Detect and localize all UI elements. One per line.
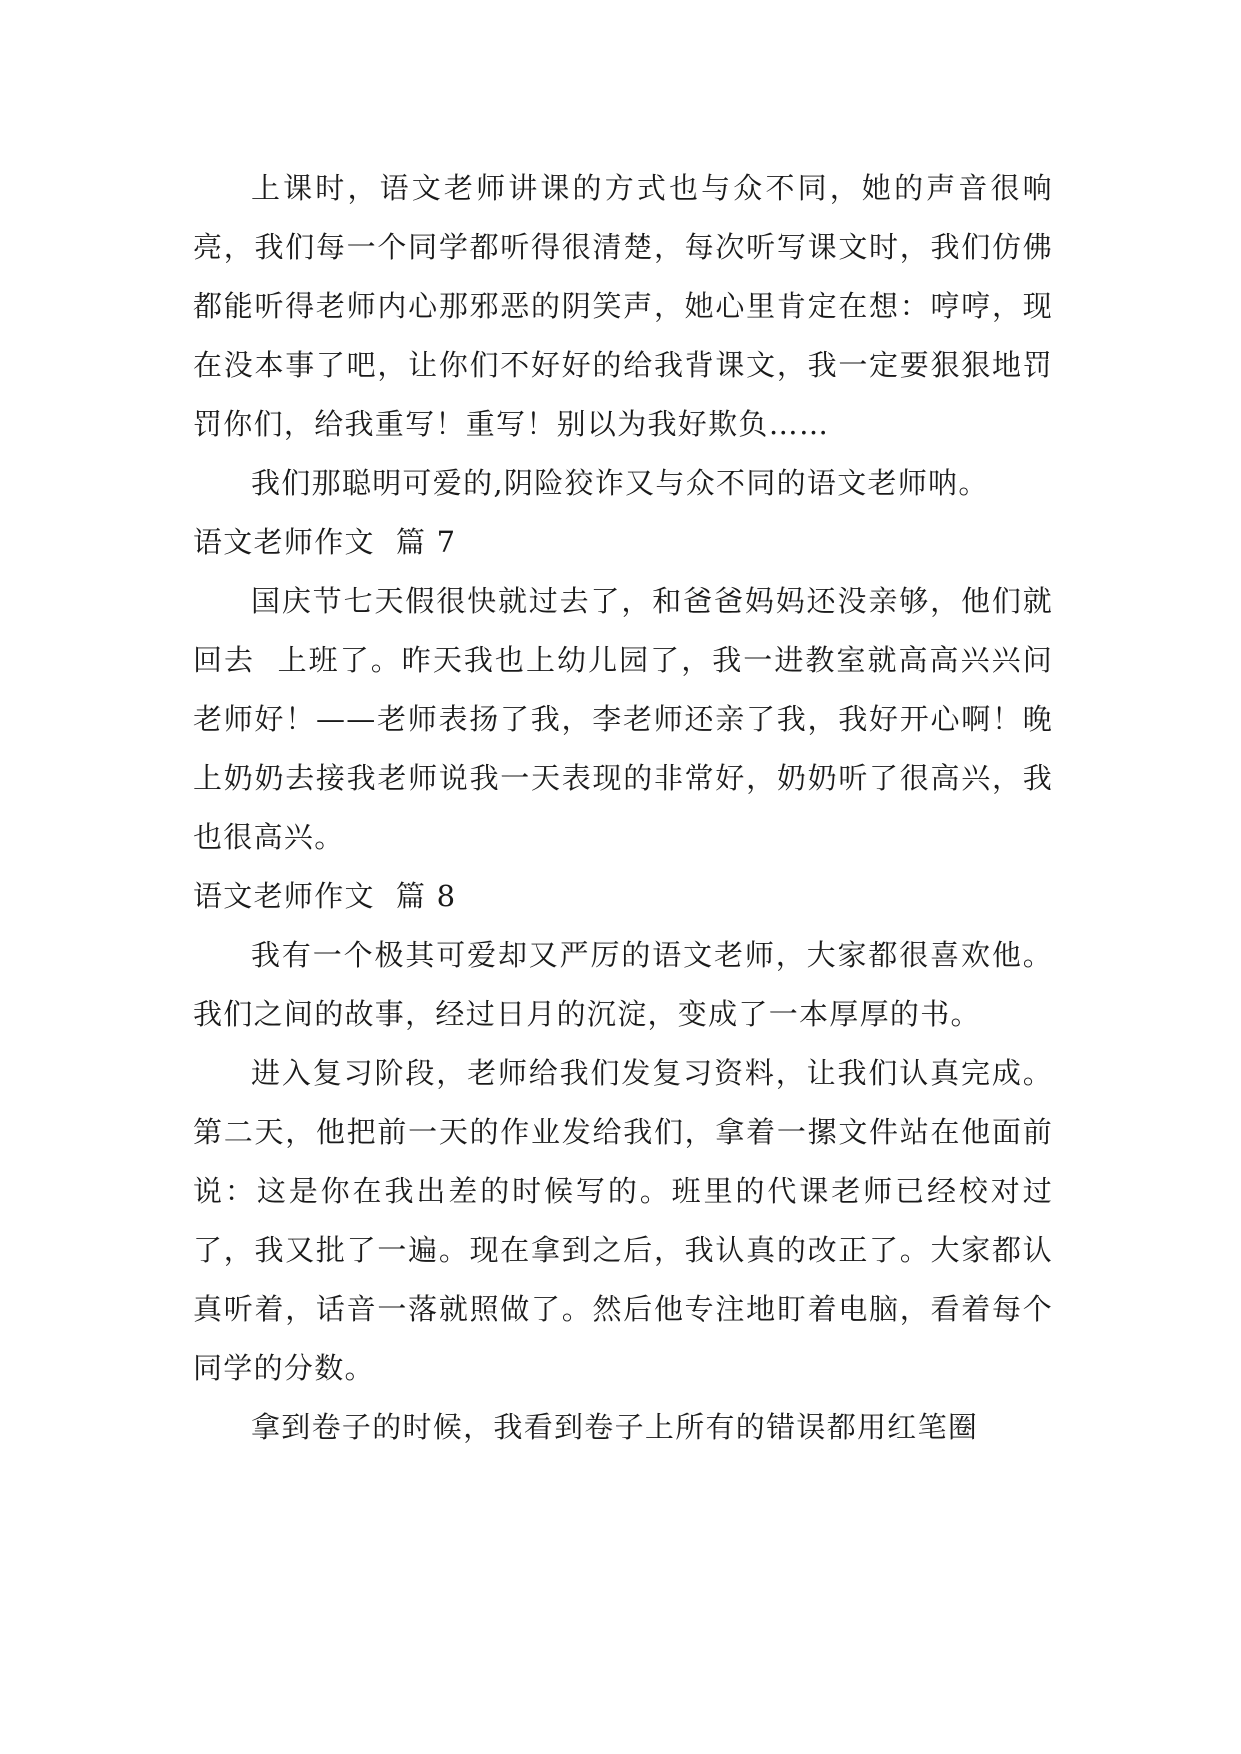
paragraph: 进入复习阶段，老师给我们发复习资料，让我们认真完成。第二天，他把前一天的作业发给我们，拿着一摞文件站在他面前说：这是你在我出差的时候写的。班里的代课老师已经校对过了，我又批了一遍。现在拿到之后，我认真的改正了。大家都认真听着，话音一落就照做了。然后他专注地盯着电脑，看着每个同学的分数。	[193, 1056, 1053, 1385]
section-heading: 语文老师作文 篇 8	[193, 879, 457, 913]
document-body	[193, 159, 1053, 1457]
paragraph: 我有一个极其可爱却又严厉的语文老师，大家都很喜欢他。我们之间的故事，经过日月的沉淀，变成了一本厚厚的书。	[193, 938, 1053, 1031]
section-heading: 语文老师作文 篇 7	[193, 525, 457, 559]
paragraph: 我们那聪明可爱的,阴险狡诈又与众不同的语文老师呐。	[251, 466, 989, 500]
paragraph: 上课时，语文老师讲课的方式也与众不同，她的声音很响亮，我们每一个同学都听得很清楚，每次听写课文时，我们仿佛都能听得老师内心那邪恶的阴笑声，她心里肯定在想：哼哼，现在没本事了吧，让你们不好好的给我背课文，我一定要狠狠地罚罚你们，给我重写！重写！别以为我好欺负……	[193, 171, 1053, 441]
paragraph: 国庆节七天假很快就过去了，和爸爸妈妈还没亲够，他们就回去 上班了。昨天我也上幼儿园了，我一进教室就高高兴兴问老师好！——老师表扬了我，李老师还亲了我，我好开心啊！晚上奶奶去接我老师说我一天表现的非常好，奶奶听了很高兴，我也很高兴。	[193, 584, 1053, 854]
paragraph: 拿到卷子的时候，我看到卷子上所有的错误都用红笔圈	[251, 1410, 979, 1444]
